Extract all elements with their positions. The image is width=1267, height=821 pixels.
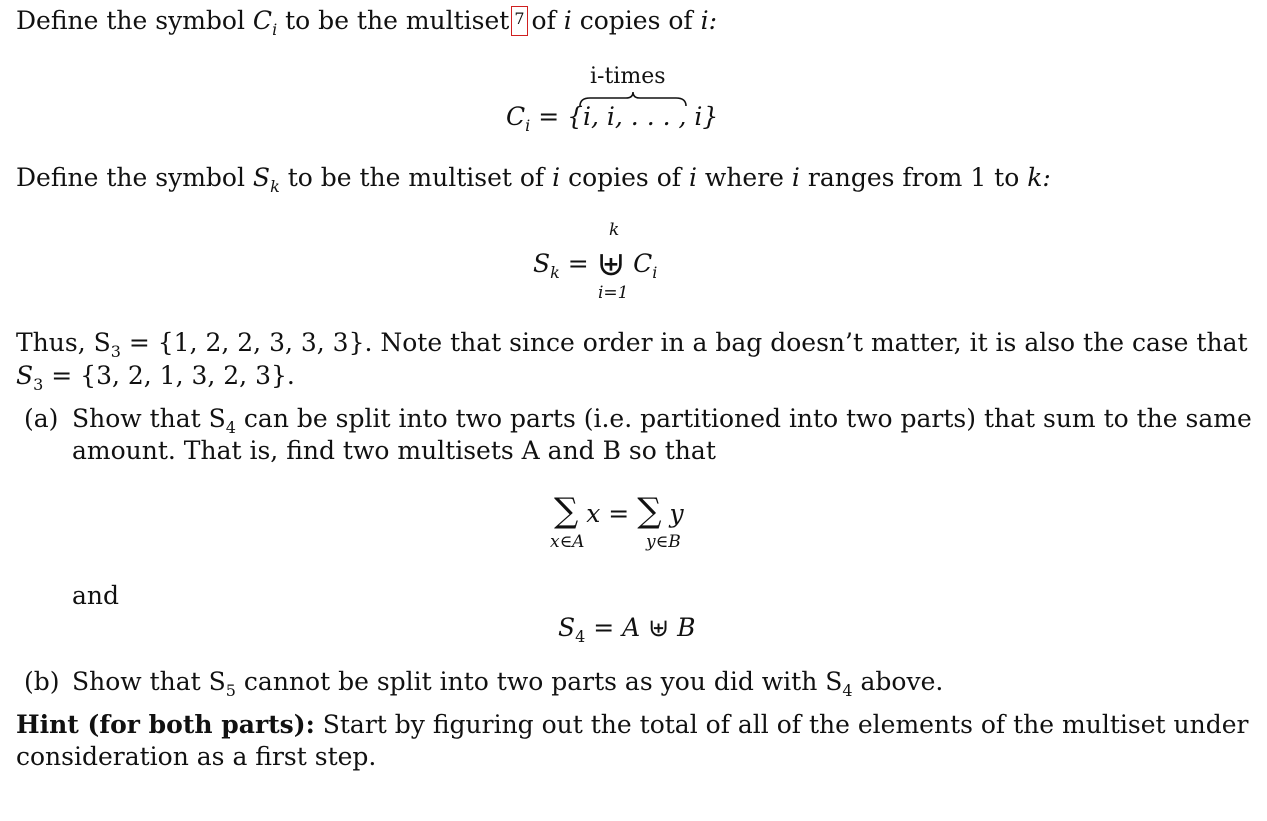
part-b-text: Show that $S_5$ cannot be split into two parts as you did with $S_4$ above. [72, 667, 944, 700]
text-span: copies of [579, 6, 693, 35]
thus-line-1: Thus, $S_3 = \{1$, 2, 2, 3, 3, 3}. Note that since order in a bag doesn’t matter, it is also the case that [16, 328, 1248, 361]
sum-rhs-subscript: y∈B [646, 532, 681, 552]
definition-ci-line [16, 6, 717, 39]
sum-equation: ∑ x = ∑ y [554, 491, 684, 531]
equation-s4: $S_4 = A$ ⊎ B [558, 613, 696, 646]
variable-i: i [563, 6, 572, 35]
part-b-label: (b) [24, 667, 60, 696]
variable-i: i: [700, 6, 718, 35]
equation-ci: $C_i = \{i$, i, . . . , i} [506, 102, 719, 135]
eq2-upper-limit: k [609, 220, 620, 240]
hint-line-2: consideration as a first step. [16, 742, 377, 771]
text-span: to be the multiset [285, 6, 510, 35]
thus-line-2: $S_3 = \{3$, 2, 1, 3, 2, 3}. [16, 361, 295, 394]
part-a-line-1: Show that $S_4$ can be split into two parts (i.e. partitioned into two parts) that sum to the same [72, 404, 1252, 437]
eq1-over-label: i-times [590, 64, 666, 89]
sum-lhs-subscript: x∈A [550, 532, 585, 552]
eq2-lower-limit: i=1 [598, 283, 629, 303]
footnote-link[interactable]: 7 [511, 6, 527, 36]
definition-sk-line: Define the symbol $S_k$ to be the multiset of i copies of i where i ranges from 1 to k: [16, 163, 1051, 196]
symbol-c: $C_i$ [252, 6, 278, 39]
part-a-label: (a) [24, 404, 59, 433]
part-a-line-2: amount. That is, find two multisets A and B so that [72, 436, 716, 465]
and-text: and [72, 581, 120, 610]
text-span: Define the symbol [16, 6, 245, 35]
equation-sk: $S_k$ = ⊎ $C_i$ [533, 244, 658, 284]
multiset-union-icon: ⊎ [596, 244, 626, 284]
sigma-icon: ∑ [637, 491, 662, 531]
sigma-icon: ∑ [554, 491, 579, 531]
text-span: of [531, 6, 556, 35]
hint-line-1: Hint (for both parts): Start by figuring out the total of all of the elements of the multiset under [16, 710, 1249, 739]
